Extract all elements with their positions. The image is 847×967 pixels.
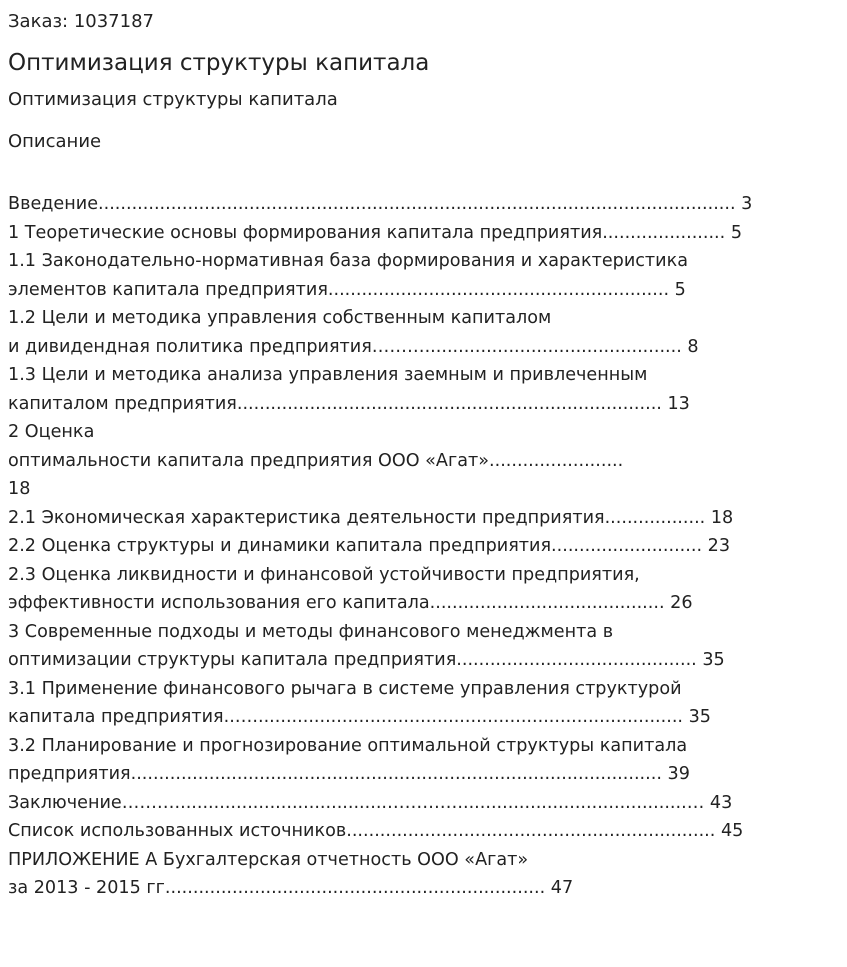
toc-line: 1.3 Цели и методика анализа управления заемным и привлеченным [8, 365, 648, 385]
page-subtitle: Оптимизация структуры капитала [8, 89, 338, 110]
toc-line: предприятия............................................................................................... 39 [8, 764, 690, 784]
toc-line: за 2013 - 2015 гг.................................................................... 47 [8, 878, 574, 898]
toc-line: 2.1 Экономическая характеристика деятельности предприятия.................. 18 [8, 507, 734, 528]
toc-line: оптимизации структуры капитала предприятия........................................... 35 [8, 650, 725, 670]
toc-line: 1 Теоретические основы формирования капитала предприятия...................... 5 [8, 222, 743, 243]
toc-line: капитала предприятия..…............................................................................. 35 [8, 707, 711, 727]
toc-line: 2.2 Оценка структуры и динамики капитала предприятия........................... 23 [8, 536, 731, 556]
toc-line: Список использованных источников.................................................................. 45 [8, 821, 744, 841]
toc-line: 2 Оценка [8, 422, 95, 442]
toc-line: 18 [8, 479, 31, 499]
toc-line: Заключение………......................................………….........................................… 43 [8, 792, 733, 813]
toc-line: капиталом предприятия............................................................................ 13 [8, 393, 690, 414]
toc-line: ПРИЛОЖЕНИЕ А Бухгалтерская отчетность ООО «Агат» [8, 849, 529, 870]
toc-line: 3.1 Применение финансового рычага в системе управления структурой [8, 678, 682, 699]
toc-line: и дивидендная политика предприятия……….............................................. 8 [8, 336, 699, 357]
page-title: Оптимизация структуры капитала [8, 50, 430, 76]
toc-line: 1.1 Законодательно-нормативная база формирования и характеристика [8, 251, 689, 271]
toc-line: Введение.................................................................................................................. 3 [8, 194, 753, 214]
description-heading: Описание [8, 131, 102, 152]
toc-line: 3.2 Планирование и прогнозирование оптимальной структуры капитала [8, 735, 688, 756]
toc-line: 3 Современные подходы и методы финансового менеджмента в [8, 621, 614, 642]
toc-line: оптимальности капитала предприятия ООО «Агат»........................ [8, 450, 624, 471]
toc-line: эффективности использования его капитала.......................................... 26 [8, 593, 693, 613]
toc-line: 2.3 Оценка ликвидности и финансовой устойчивости предприятия, [8, 564, 640, 585]
toc-line: 1.2 Цели и методика управления собственным капиталом [8, 308, 552, 328]
table-of-contents [8, 190, 839, 903]
order-number: Заказ: 1037187 [8, 11, 154, 32]
toc-line: элементов капитала предприятия............................................................. 5 [8, 279, 686, 300]
